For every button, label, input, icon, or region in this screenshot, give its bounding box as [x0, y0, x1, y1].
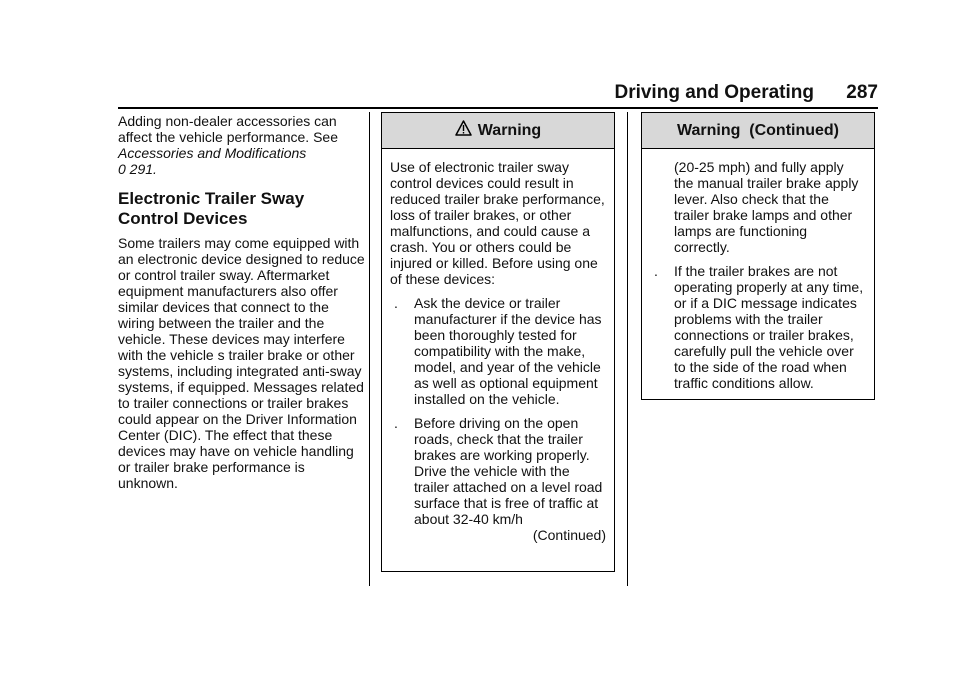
- warning-continued-header: [642, 113, 874, 149]
- bullet-spacer: [650, 159, 674, 255]
- page-number: 287: [846, 82, 878, 103]
- bullet-mark: .: [394, 415, 398, 431]
- continued-label: (Continued): [532, 527, 606, 543]
- warning-bullet: [650, 263, 866, 391]
- section-title: Driving and Operating: [614, 82, 814, 103]
- accessories-text: Adding non-dealer accessories can affect the vehicle performance. See: [118, 113, 338, 145]
- accessories-link[interactable]: Accessories and Modifications: [118, 145, 307, 161]
- left-column: [118, 113, 366, 491]
- continuation-text: (20-25 mph) and fully apply the manual trailer brake apply lever. Also check that the trailer brake lamps and other lamps are functioning correctly.: [674, 159, 859, 255]
- accessories-paragraph: [118, 113, 366, 177]
- bullet-text: Ask the device or trailer manufacturer if the device has been thoroughly tested for compatibility with the make, model, and year of the vehicle as well as optional equipment installed on the vehicle.: [414, 295, 602, 407]
- warning-triangle-icon: [455, 120, 472, 141]
- warning-box: [381, 112, 615, 572]
- warning-intro: Use of electronic trailer sway control devices could result in reduced trailer brake performance, loss of trailer brakes, or other malfunctions, and could cause a crash. You or others could be injured or killed. Before using one of these devices:: [390, 159, 605, 287]
- warning-continued-title: Warning (Continued): [676, 121, 840, 139]
- warning-header: [382, 113, 614, 149]
- page-reference[interactable]: 0 291.: [118, 161, 157, 177]
- warning-title: Warning: [477, 121, 542, 139]
- column-divider-left: [369, 112, 370, 586]
- warning-continued-box: [641, 112, 875, 400]
- header-rule: [118, 107, 878, 109]
- warning-bullet: [390, 295, 606, 407]
- warning-bullet: [390, 415, 606, 527]
- warning-continued-body: [642, 149, 874, 391]
- column-divider-right: [627, 112, 628, 586]
- sway-control-paragraph: Some trailers may come equipped with an electronic device designed to reduce or control trailer sway. Aftermarket equipment manufacturers also offer similar devices that connect to the wiring between the trailer and the vehicle. These devices may interfere with the vehicle s trailer brake or other systems, including integrated anti-sway systems, if equipped. Messages related to trailer connections or trailer brakes could appear on the Driver Information Center (DIC). The effect that these devices may have on vehicle handling or trailer brake performance is unknown.: [118, 235, 365, 491]
- bullet-text: Before driving on the open roads, check that the trailer brakes are working properly. Drive the vehicle with the trailer attached on a level road surface that is free of traffic at about 32-40 km/h: [414, 415, 603, 527]
- bullet-mark: .: [654, 263, 658, 279]
- bullet-text: If the trailer brakes are not operating properly at any time, or if a DIC message indicates problems with the trailer connections or trailer brakes, carefully pull the vehicle over to the side of the road when traffic conditions allow.: [674, 263, 864, 391]
- page-header: [0, 78, 878, 108]
- continuation-block: [650, 159, 866, 255]
- bullet-mark: .: [394, 295, 398, 311]
- warning-body: [382, 149, 614, 547]
- section-heading: Electronic Trailer Sway Control Devices: [118, 189, 305, 228]
